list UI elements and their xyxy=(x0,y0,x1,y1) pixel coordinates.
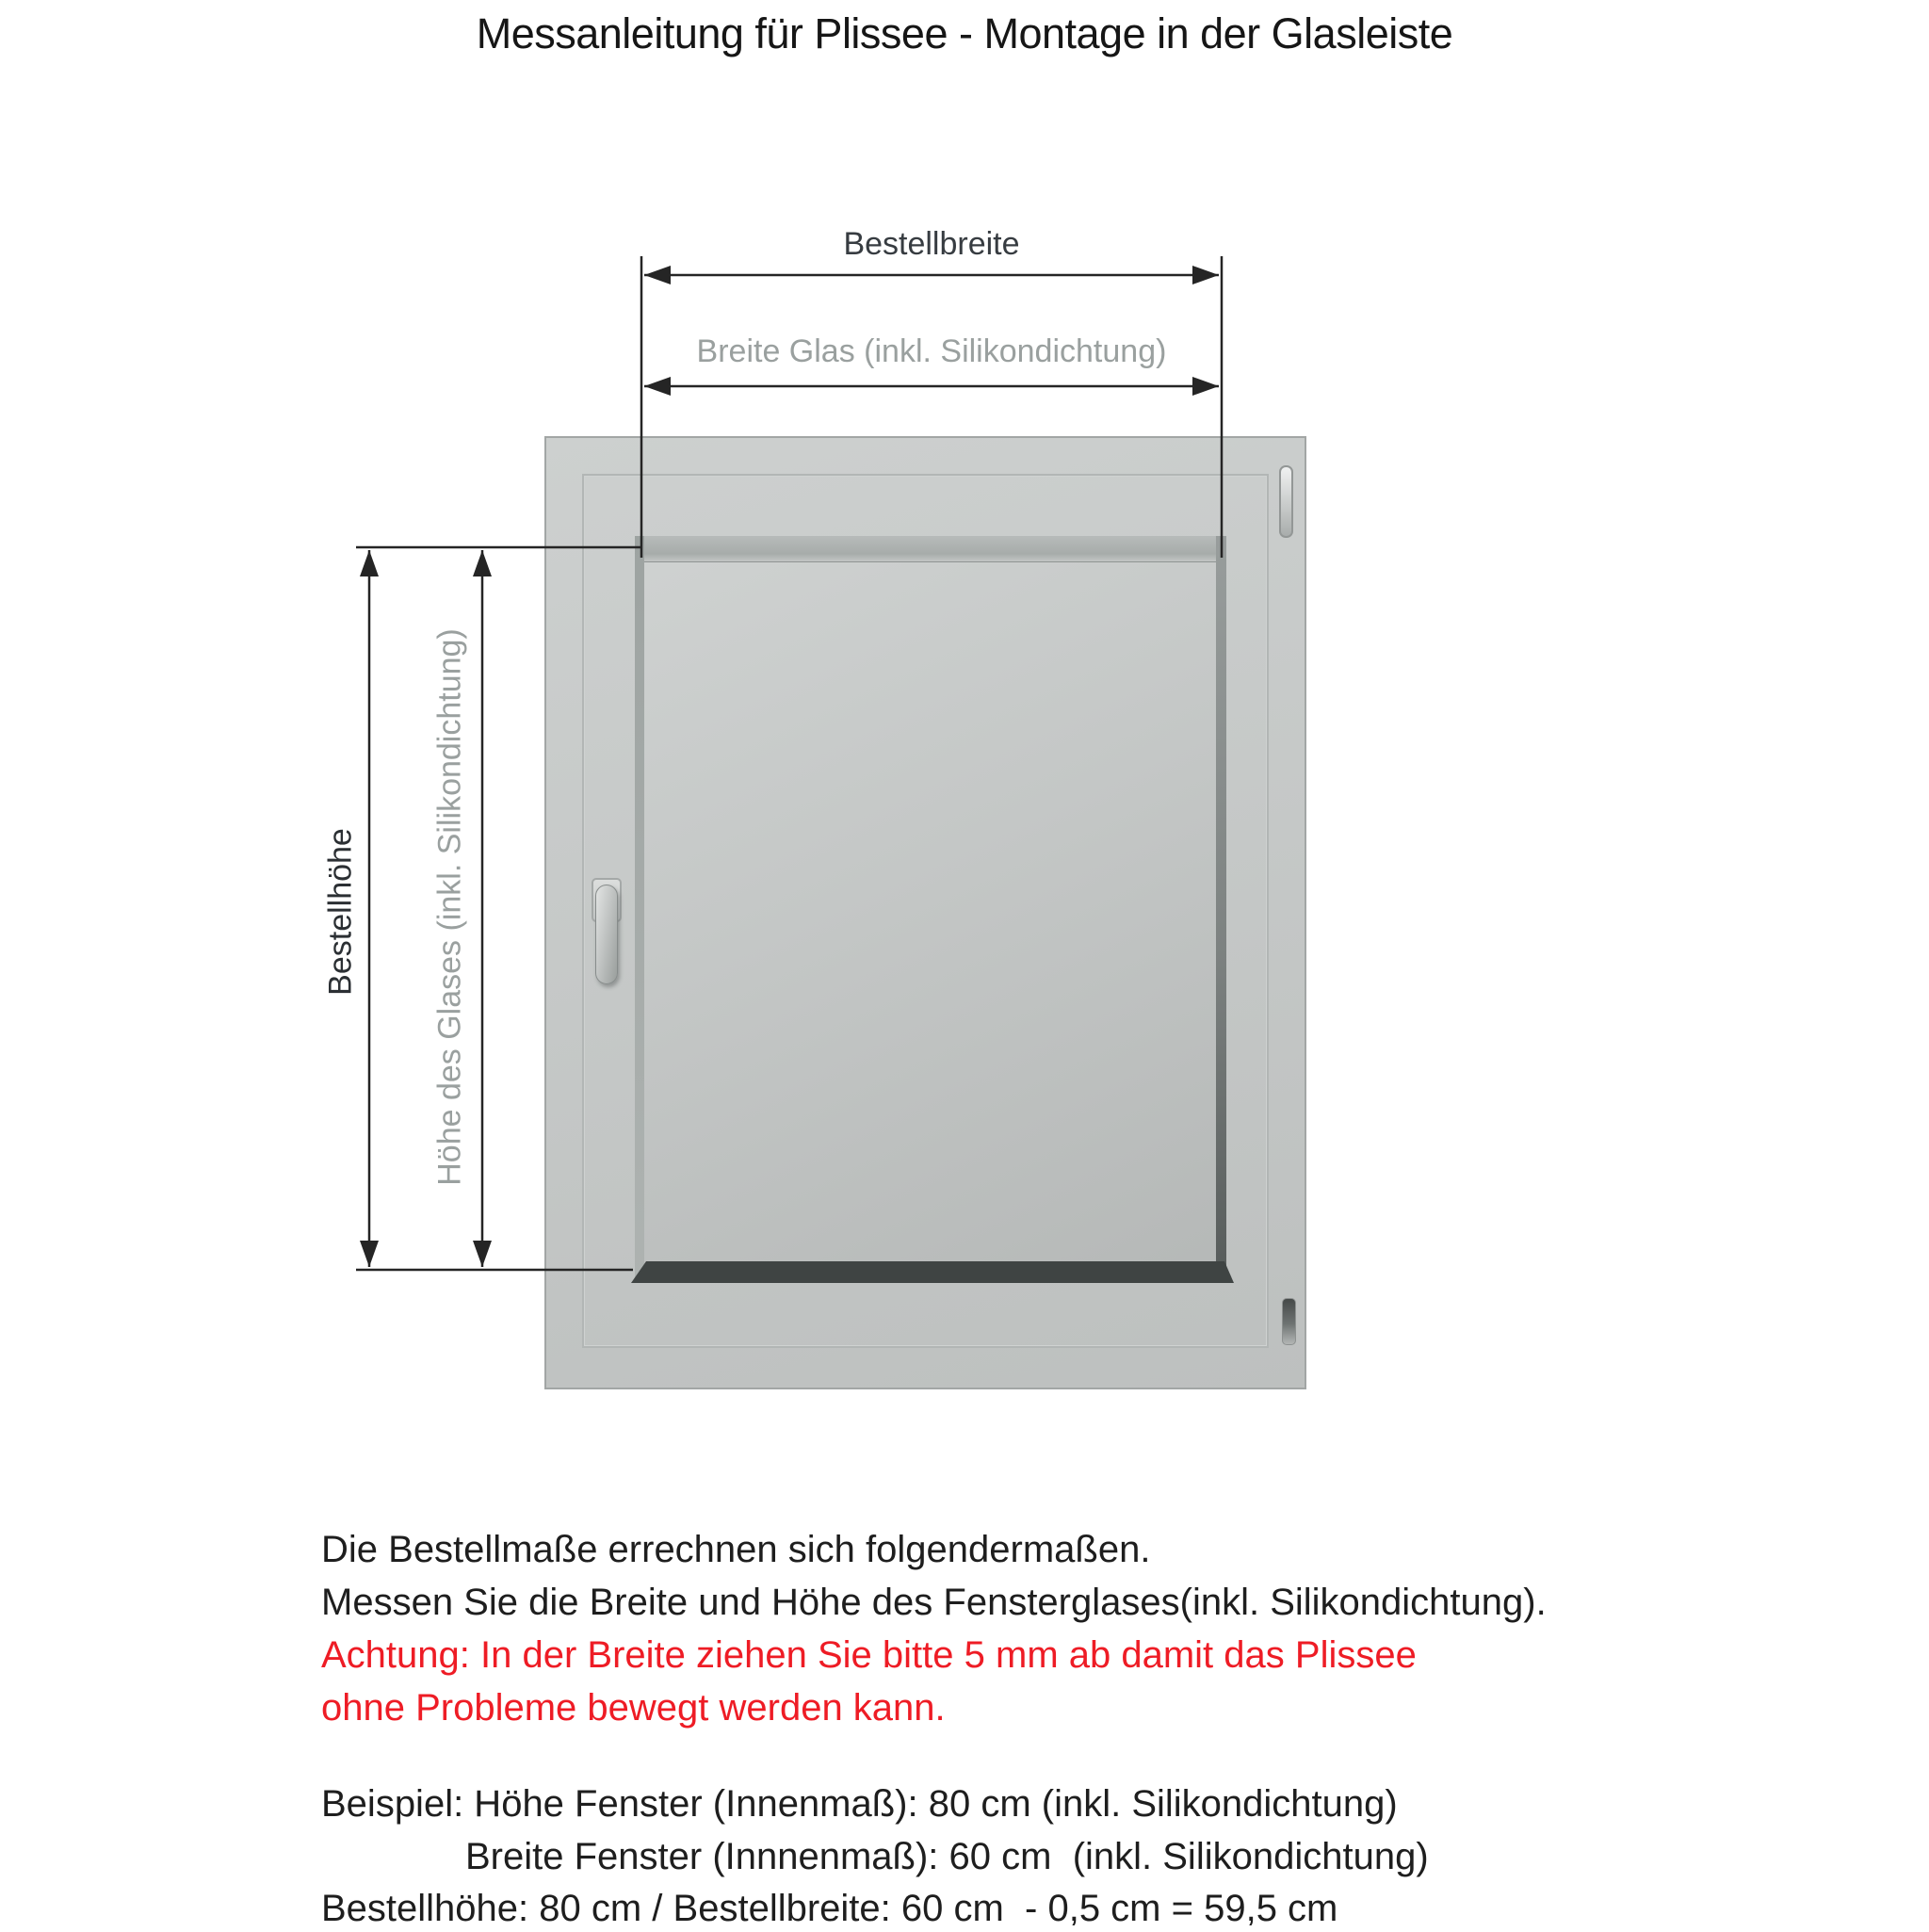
window-hinge-bottom xyxy=(1282,1298,1296,1345)
glass-width-label: Breite Glas (inkl. Silikondichtung) xyxy=(696,333,1167,369)
window-frame xyxy=(544,436,1306,1389)
window-handle-icon xyxy=(595,885,618,984)
glass-height-label: Höhe des Glases (inkl. Silikondichtung) xyxy=(431,628,468,1186)
window-hinge-top xyxy=(1279,465,1293,538)
page-title: Messanleitung für Plissee - Montage in der Glasleiste xyxy=(476,9,1453,57)
glass-right-bevel xyxy=(1216,536,1226,1283)
warning-line-1: Achtung: In der Breite ziehen Sie bitte 5 mm ab damit das Plissee xyxy=(321,1634,1417,1676)
order-width-label: Bestellbreite xyxy=(843,226,1020,262)
example-line-2: Breite Fenster (Innnenmaß): 60 cm (inkl. Silikondichtung) xyxy=(465,1836,1429,1877)
instruction-line-2: Messen Sie die Breite und Höhe des Fensterglases(inkl. Silikondichtung). xyxy=(321,1582,1547,1623)
example-line-1: Beispiel: Höhe Fenster (Innenmaß): 80 cm (inkl. Silikondichtung) xyxy=(321,1783,1398,1825)
glass-bottom-shadow xyxy=(631,1261,1234,1283)
example-line-3: Bestellhöhe: 80 cm / Bestellbreite: 60 cm - 0,5 cm = 59,5 cm xyxy=(321,1888,1338,1929)
glass-top-bevel xyxy=(635,536,1226,562)
window-glass xyxy=(635,536,1226,1283)
instruction-line-1: Die Bestellmaße errechnen sich folgendermaßen. xyxy=(321,1529,1151,1570)
warning-line-2: ohne Probleme bewegt werden kann. xyxy=(321,1687,946,1729)
glass-left-bevel xyxy=(635,536,644,1283)
order-height-label: Bestellhöhe xyxy=(322,828,359,996)
